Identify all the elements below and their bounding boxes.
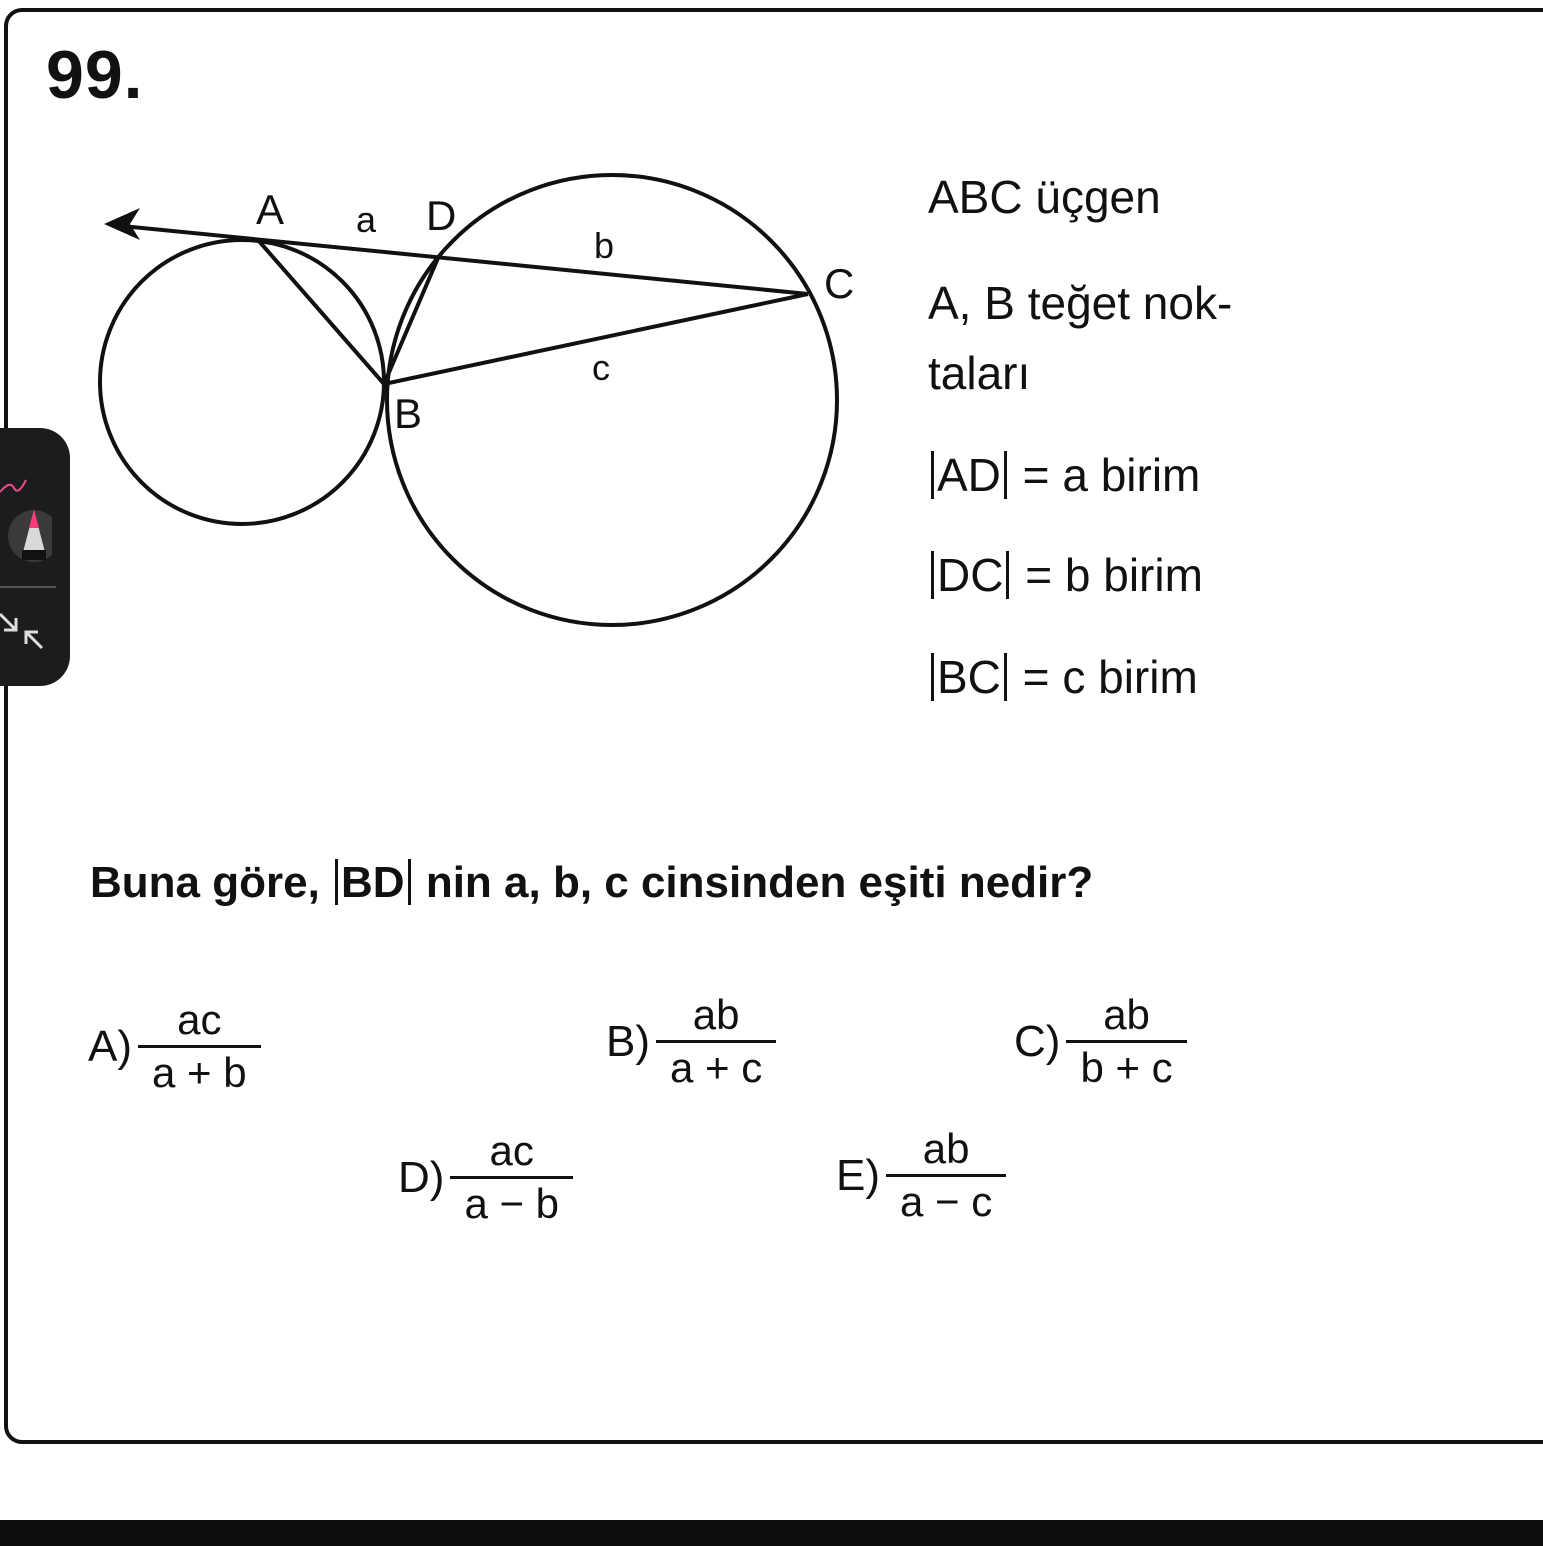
given-ad: AD = a birim (928, 448, 1200, 502)
arrow-head (104, 208, 140, 240)
option-a[interactable]: A) $\frac{ac}{a + b}$ (88, 995, 261, 1099)
geometry-figure (0, 0, 1543, 760)
label-c-point: C (824, 260, 855, 307)
option-e[interactable]: E) $\frac{ab}{a - c}$ (836, 1124, 1006, 1228)
small-circle (100, 240, 384, 524)
given-line-1: ABC üçgen (928, 171, 1161, 223)
option-c[interactable]: C) $\frac{ab}{b + c}$ (1014, 990, 1187, 1094)
pen-icon[interactable] (0, 470, 52, 570)
label-c-seg: c (592, 347, 610, 388)
label-b-point: B (394, 390, 423, 437)
collapse-arrows-icon[interactable] (0, 606, 52, 656)
given-bc: BC = c birim (928, 650, 1198, 704)
given-dc: DC = b birim (928, 548, 1203, 602)
option-b[interactable]: B) $\frac{ab}{a + c}$ (606, 990, 776, 1094)
segment-bd (384, 258, 438, 384)
question-number: 99. (46, 37, 144, 113)
bottom-bar (0, 1520, 1543, 1546)
label-a-seg: a (356, 199, 377, 240)
given-line-3: taları (928, 347, 1031, 399)
label-d-point: D (426, 192, 457, 239)
option-d[interactable]: D) $\frac{ac}{a - b}$ (398, 1126, 573, 1230)
label-a-point: A (256, 186, 285, 233)
question-text: Buna göre, BD nin a, b, c cinsinden eşiti nedir? (90, 858, 1094, 907)
label-b-seg: b (594, 225, 615, 266)
floating-tool-panel[interactable] (0, 428, 70, 686)
given-line-2: A, B teğet nok- (928, 277, 1233, 329)
